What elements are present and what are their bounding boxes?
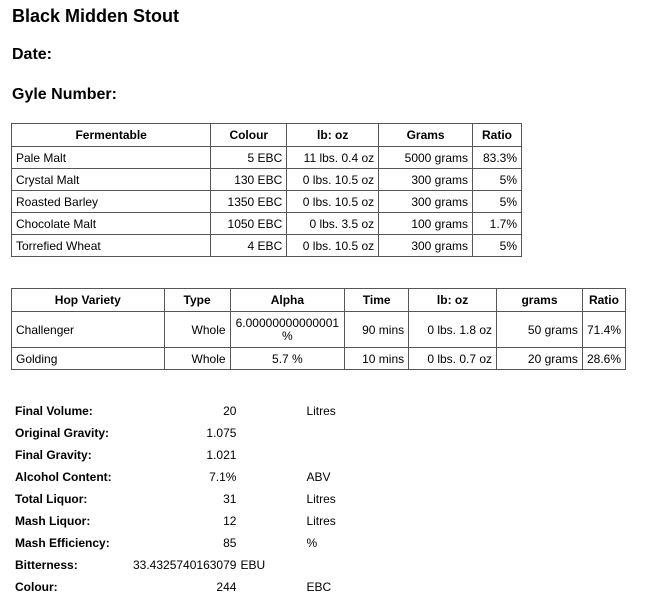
col-header-alpha: Alpha — [230, 289, 345, 312]
hop-grams: 20 grams — [497, 348, 583, 370]
hop-ratio: 71.4% — [582, 312, 625, 348]
fermentable-ratio: 5% — [473, 235, 522, 257]
summary-value: 20 — [223, 404, 237, 418]
fermentable-name: Pale Malt — [12, 147, 211, 169]
summary-unit: EBC — [306, 580, 332, 594]
col-header-ratio: Ratio — [473, 124, 522, 147]
summary-label: Mash Liquor: — [15, 514, 91, 528]
fermentable-colour: 5 EBC — [211, 147, 287, 169]
summary-label: Total Liquor: — [15, 492, 88, 506]
summary-label: Mash Efficiency: — [15, 536, 110, 550]
summary-value: 33.4325740163079 — [133, 558, 237, 572]
summary-label: Final Volume: — [15, 404, 93, 418]
fermentable-ratio: 5% — [473, 169, 522, 191]
fermentable-lb-oz: 11 lbs. 0.4 oz — [287, 147, 379, 169]
hop-type: Whole — [164, 312, 230, 348]
col-header-time: Time — [345, 289, 409, 312]
fermentables-header-row — [12, 124, 522, 147]
table-row — [12, 312, 626, 348]
summary-label: Original Gravity: — [15, 426, 110, 440]
summary-label: Bitterness: — [15, 558, 78, 572]
summary-unit: Litres — [306, 514, 336, 528]
hops-table — [11, 288, 626, 370]
hop-grams: 50 grams — [497, 312, 583, 348]
date-label: Date: — [12, 46, 53, 63]
fermentable-lb-oz: 0 lbs. 3.5 oz — [287, 213, 379, 235]
col-header-grams: Grams — [379, 124, 473, 147]
recipe-summary — [15, 400, 336, 598]
table-row — [12, 348, 626, 370]
summary-row-alcohol-content — [15, 466, 336, 488]
summary-label: Final Gravity: — [15, 448, 92, 462]
fermentable-ratio: 5% — [473, 191, 522, 213]
summary-row-total-liquor — [15, 488, 336, 510]
col-header-hop-variety: Hop Variety — [12, 289, 165, 312]
summary-value: 85 — [223, 536, 237, 550]
summary-unit: Litres — [306, 492, 336, 506]
fermentable-grams: 300 grams — [379, 169, 473, 191]
summary-label: Alcohol Content: — [15, 470, 112, 484]
fermentable-lb-oz: 0 lbs. 10.5 oz — [287, 191, 379, 213]
summary-row-bitterness — [15, 554, 336, 576]
fermentable-colour: 1050 EBC — [211, 213, 287, 235]
col-header-fermentable: Fermentable — [12, 124, 211, 147]
summary-label: Colour: — [15, 580, 58, 594]
fermentable-ratio: 1.7% — [473, 213, 522, 235]
hop-ratio: 28.6% — [582, 348, 625, 370]
summary-value: 244 — [216, 580, 237, 594]
summary-value: 31 — [223, 492, 237, 506]
fermentable-grams: 300 grams — [379, 191, 473, 213]
fermentable-grams: 100 grams — [379, 213, 473, 235]
table-row — [12, 169, 522, 191]
summary-unit: % — [306, 536, 318, 550]
summary-unit: ABV — [306, 470, 331, 484]
table-row — [12, 147, 522, 169]
summary-row-mash-efficiency — [15, 532, 336, 554]
fermentable-name: Torrefied Wheat — [12, 235, 211, 257]
fermentable-colour: 4 EBC — [211, 235, 287, 257]
fermentable-name: Crystal Malt — [12, 169, 211, 191]
col-header-grams: grams — [497, 289, 583, 312]
summary-row-original-gravity — [15, 422, 336, 444]
summary-unit — [236, 444, 335, 466]
fermentable-colour: 130 EBC — [211, 169, 287, 191]
fermentable-name: Roasted Barley — [12, 191, 211, 213]
summary-row-final-gravity — [15, 444, 336, 466]
hop-alpha: 5.7 % — [230, 348, 345, 370]
fermentable-colour: 1350 EBC — [211, 191, 287, 213]
fermentable-name: Chocolate Malt — [12, 213, 211, 235]
summary-row-final-volume — [15, 400, 336, 422]
col-header-ratio: Ratio — [582, 289, 625, 312]
fermentable-ratio: 83.3% — [473, 147, 522, 169]
summary-value: 12 — [223, 514, 237, 528]
summary-unit — [236, 422, 335, 444]
recipe-title: Black Midden Stout — [12, 6, 180, 26]
summary-row-mash-liquor — [15, 510, 336, 532]
fermentable-grams: 300 grams — [379, 235, 473, 257]
hop-lb-oz: 0 lbs. 1.8 oz — [409, 312, 497, 348]
col-header-colour: Colour — [211, 124, 287, 147]
col-header-lb-oz: lb: oz — [409, 289, 497, 312]
summary-value: 7.1% — [209, 470, 237, 484]
fermentable-lb-oz: 0 lbs. 10.5 oz — [287, 169, 379, 191]
hop-type: Whole — [164, 348, 230, 370]
hop-lb-oz: 0 lbs. 0.7 oz — [409, 348, 497, 370]
table-row — [12, 213, 522, 235]
summary-row-colour — [15, 576, 336, 598]
fermentables-table — [11, 123, 522, 257]
hop-alpha: 6.00000000000001 % — [230, 312, 345, 348]
table-row — [12, 191, 522, 213]
summary-value: 1.075 — [206, 426, 237, 440]
hop-time: 10 mins — [345, 348, 409, 370]
fermentable-lb-oz: 0 lbs. 10.5 oz — [287, 235, 379, 257]
summary-value: 1.021 — [206, 448, 237, 462]
hops-header-row — [12, 289, 626, 312]
col-header-lb-oz: lb: oz — [287, 124, 379, 147]
hop-name: Challenger — [12, 312, 165, 348]
hop-time: 90 mins — [345, 312, 409, 348]
table-row — [12, 235, 522, 257]
gyle-number-label: Gyle Number: — [12, 86, 117, 103]
summary-unit: Litres — [306, 404, 336, 418]
hop-name: Golding — [12, 348, 165, 370]
summary-unit: EBU — [240, 558, 266, 572]
fermentable-grams: 5000 grams — [379, 147, 473, 169]
col-header-type: Type — [164, 289, 230, 312]
